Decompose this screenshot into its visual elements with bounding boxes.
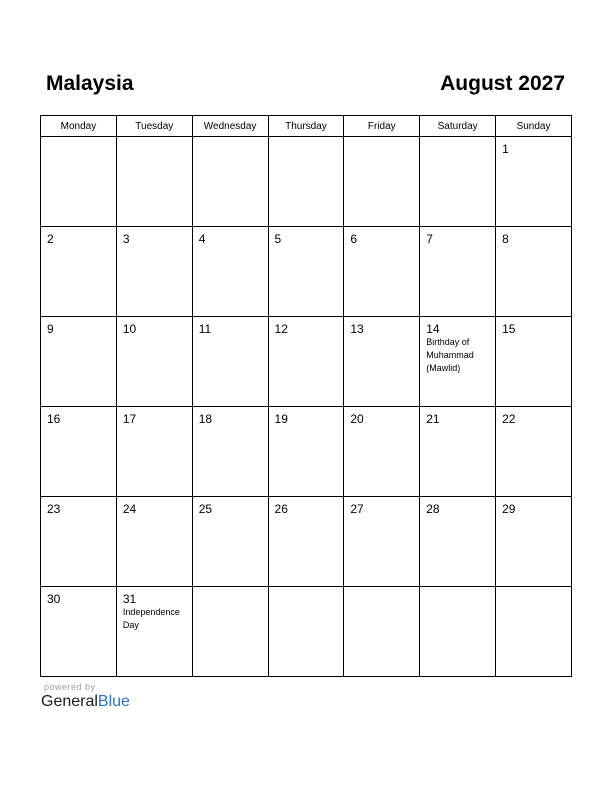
day-number: 6 (350, 232, 358, 246)
day-cell (496, 227, 572, 317)
day-cell (268, 407, 344, 497)
day-cell (268, 317, 344, 407)
day-cell (192, 407, 268, 497)
day-cell (344, 497, 420, 587)
month-title: August 2027 (440, 72, 565, 95)
day-number: 28 (426, 502, 440, 516)
day-cell (420, 497, 496, 587)
day-number: 24 (122, 502, 137, 516)
day-cell (344, 407, 420, 497)
week-row (41, 227, 572, 317)
day-cell (268, 137, 344, 227)
weekday-thursday: Thursday (268, 116, 344, 137)
day-cell (41, 407, 117, 497)
week-row (41, 407, 572, 497)
powered-by-text: powered by (44, 682, 96, 692)
day-cell (420, 317, 496, 407)
week-row (41, 497, 572, 587)
day-cell (41, 497, 117, 587)
day-cell (496, 587, 572, 677)
day-number: 12 (274, 322, 288, 336)
day-number: 9 (47, 322, 54, 336)
weekday-header-row (41, 116, 572, 137)
day-number: 26 (274, 502, 288, 516)
weekday-friday: Friday (344, 116, 420, 137)
day-number: 23 (47, 502, 61, 516)
day-cell (420, 137, 496, 227)
day-cell (192, 137, 268, 227)
day-number: 4 (198, 232, 206, 246)
weekday-tuesday: Tuesday (116, 116, 192, 137)
day-number: 7 (426, 232, 433, 246)
day-cell (420, 227, 496, 317)
day-cell (268, 497, 344, 587)
day-cell (496, 497, 572, 587)
day-number: 2 (47, 232, 54, 246)
weekday-saturday: Saturday (420, 116, 496, 137)
day-cell (420, 407, 496, 497)
day-number: 18 (198, 412, 213, 426)
day-cell (268, 587, 344, 677)
footer-branding (41, 682, 130, 711)
day-cell (116, 317, 192, 407)
brand-general-text: General (41, 693, 98, 710)
calendar-grid (40, 115, 572, 677)
day-number: 1 (502, 142, 509, 156)
day-cell (41, 227, 117, 317)
day-cell (420, 587, 496, 677)
day-cell (192, 317, 268, 407)
day-number: 17 (122, 412, 137, 426)
day-number: 14 (426, 322, 440, 336)
day-number: 30 (47, 592, 61, 606)
day-cell (268, 227, 344, 317)
day-number: 31 (122, 592, 137, 606)
day-number: 13 (350, 322, 364, 336)
weekday-wednesday: Wednesday (192, 116, 268, 137)
day-cell (344, 587, 420, 677)
holiday-label: Birthday of Muhammad (Mawlid) (426, 337, 474, 373)
day-number: 16 (47, 412, 61, 426)
day-number: 27 (350, 502, 364, 516)
day-cell (116, 587, 192, 677)
day-number: 19 (274, 412, 288, 426)
day-cell (344, 317, 420, 407)
day-cell (496, 407, 572, 497)
day-number: 25 (198, 502, 213, 516)
day-number: 3 (122, 232, 130, 246)
day-cell (496, 317, 572, 407)
week-row (41, 317, 572, 407)
day-cell (116, 407, 192, 497)
day-number: 15 (502, 322, 516, 336)
day-cell (41, 137, 117, 227)
brand-blue-text: Blue (97, 693, 130, 710)
day-cell (496, 137, 572, 227)
week-row (41, 137, 572, 227)
day-number: 22 (502, 412, 516, 426)
day-number: 10 (122, 322, 137, 336)
day-cell (116, 137, 192, 227)
day-cell (192, 497, 268, 587)
week-row (41, 587, 572, 677)
day-cell (344, 137, 420, 227)
day-number: 21 (426, 412, 440, 426)
weekday-monday: Monday (41, 116, 117, 137)
day-cell (116, 497, 192, 587)
day-cell (41, 587, 117, 677)
day-number: 8 (502, 232, 509, 246)
country-title: Malaysia (46, 72, 134, 95)
weekday-sunday: Sunday (496, 116, 572, 137)
day-number: 5 (274, 232, 282, 246)
day-number: 11 (198, 322, 212, 336)
day-cell (41, 317, 117, 407)
day-number: 20 (350, 412, 364, 426)
day-cell (192, 587, 268, 677)
day-number: 29 (502, 502, 516, 516)
day-cell (116, 227, 192, 317)
generalblue-logo[interactable] (41, 693, 130, 711)
day-cell (192, 227, 268, 317)
holiday-label: Independence Day (122, 607, 180, 630)
day-cell (344, 227, 420, 317)
